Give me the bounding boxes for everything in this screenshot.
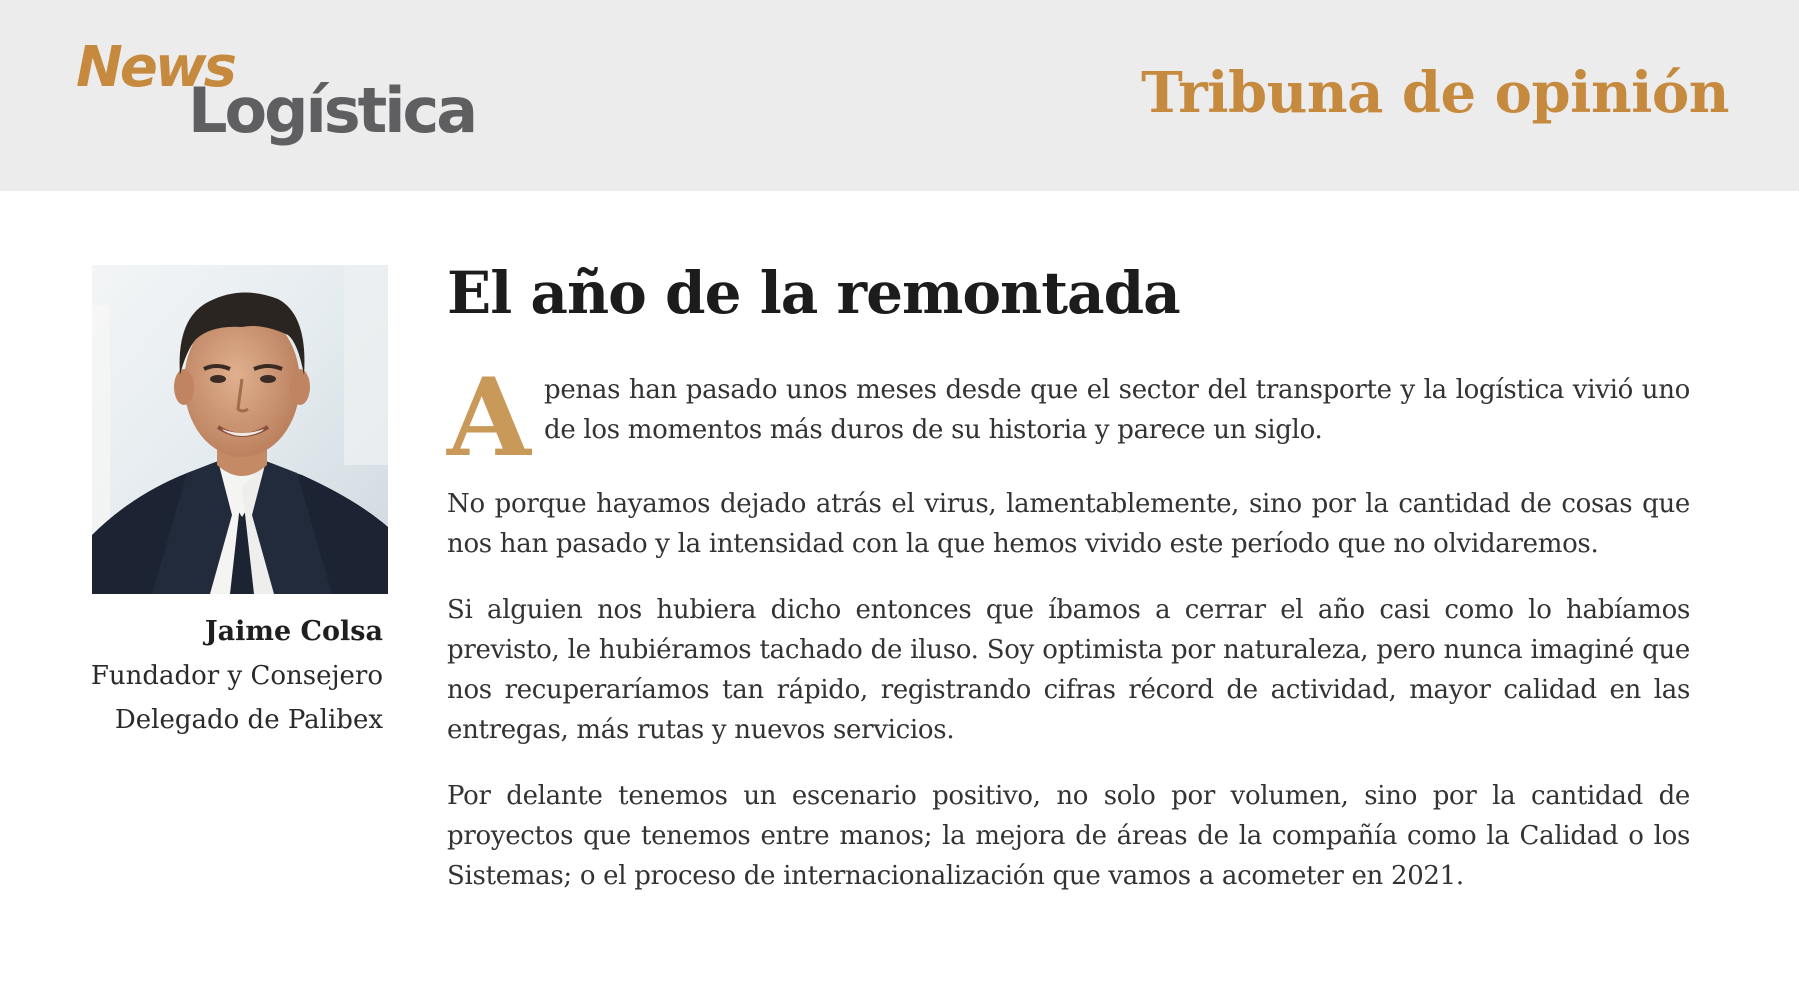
logo-news-text: News xyxy=(76,35,234,100)
page-header xyxy=(0,0,1799,191)
newslogistica-logo[interactable] xyxy=(76,35,496,160)
article-paragraph-2: No porque hayamos dejado atrás el virus, lamentablemente, sino por la cantidad de cosas que nos han pasado y la intensidad con la que hemos vivido este período que no olvidaremos. xyxy=(447,489,1690,559)
author-photo xyxy=(92,265,388,594)
author-role-line2: Delegado de Palibex xyxy=(114,705,383,735)
section-title: Tribuna de opinión xyxy=(1141,60,1729,126)
first-paragraph-block xyxy=(447,355,1690,481)
author-name: Jaime Colsa xyxy=(204,616,383,647)
drop-cap: A xyxy=(447,355,531,481)
article-paragraph-4: Por delante tenemos un escenario positivo, no solo por volumen, sino por la cantidad de proyectos que tenemos entre manos; la mejora de áreas de la compañía como la Calidad o los Sistemas; o el proceso de internacionalización que vamos a acometer en 2021. xyxy=(447,781,1690,891)
article-paragraph-3: Si alguien nos hubiera dicho entonces que íbamos a cerrar el año casi como lo habíamos previsto, le hubiéramos tachado de iluso. Soy optimista por naturaleza, pero nunca imaginé que nos recuperaríamos tan rápido, registrando cifras récord de actividad, mayor calidad en las entregas, más rutas y nuevos servicios. xyxy=(447,595,1690,745)
author-portrait-image xyxy=(92,265,388,594)
article-paragraph-1: penas han pasado unos meses desde que el sector del transporte y la logística vivió uno de los momentos más duros de su historia y parece un siglo. xyxy=(544,375,1690,445)
logo-logistica-text: Logística xyxy=(188,74,476,147)
author-byline xyxy=(60,610,383,742)
author-role-line1: Fundador y Consejero xyxy=(90,661,383,691)
article-headline: El año de la remontada xyxy=(447,259,1180,327)
article-body xyxy=(447,258,1690,896)
